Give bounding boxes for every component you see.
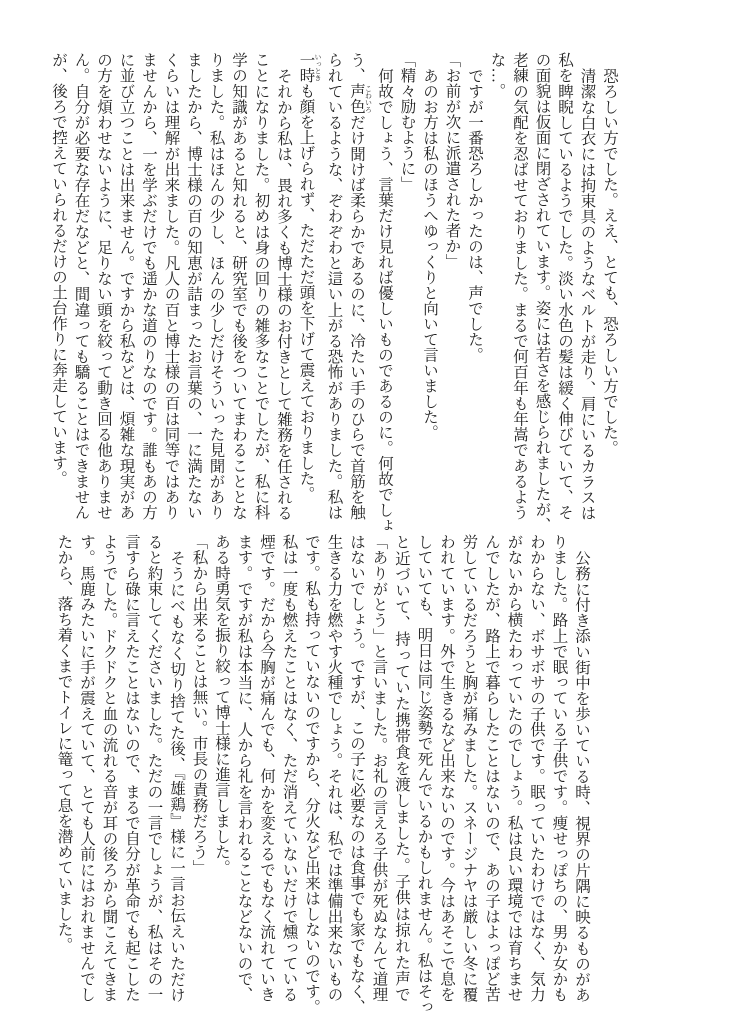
furigana-term: 声色 こわいろ bbox=[348, 83, 373, 115]
text-line: う、声色 こわいろだけ聞けば柔らかであるのに、冷たい手のひらで首筋を触 bbox=[348, 52, 373, 521]
text-line: 私を睥睨しているようでした。淡い水色の髪は緩く伸びていて、そ bbox=[556, 52, 573, 521]
text-line: と近づいて、持っていた携帯食を渡しました。子供は掠れた声で bbox=[393, 534, 410, 1002]
text-block-top bbox=[47, 52, 621, 533]
text-line: られているような、ぞわぞわと這い上がる恐怖がありました。私は bbox=[325, 52, 343, 520]
text-line: です。私も持っていないのですから、分火など出来はしないのです。 bbox=[303, 534, 320, 1015]
text-line: に並び立つことは出来ません。ですから私などは、煩雑な現実があ bbox=[117, 52, 135, 520]
text-line: の方を煩わせないように、足りない頭を絞って動き回る他ありませ bbox=[95, 52, 112, 521]
text-line: 生きる力を燃やす火種でしょう。それは、私では準備出来ないもの bbox=[325, 534, 343, 1002]
furigana-reading: こわいろ bbox=[364, 83, 373, 115]
text-line: 恐ろしい方でした。ええ、とても、恐ろしい方でした。 bbox=[601, 67, 618, 455]
text-line: ですが一番恐ろしかったのは、声でした。 bbox=[466, 67, 483, 362]
text-line: わからない、ボサボサの子供です。眠っていたわけではなく、気力 bbox=[528, 534, 545, 1002]
text-line: くらいは理解が出来ました。凡人の百と博士様の百は同等ではあり bbox=[162, 52, 180, 521]
text-line: 「私から出来ることは無い。市長の責務だろう」 bbox=[190, 534, 208, 875]
text-line: ある時勇気を振り絞って博士様に進言しました。 bbox=[213, 534, 230, 875]
text-line: 一時 いっときも顔を上げられず、ただただ頭を下げて震えておりました。 bbox=[297, 52, 322, 502]
text-line: それから私は、畏れ多くも博士様のお付きとして雑務を任される bbox=[275, 67, 292, 520]
text-line: していても、明日は同じ姿勢で死んでいるかもしれません。私はそっ bbox=[415, 534, 433, 1015]
furigana-term: 一時 いっとき bbox=[297, 52, 322, 83]
text-line: 老練の気配を忍ばせておりました。まるで何百年も年嵩であるよう bbox=[511, 52, 528, 520]
text-block-bottom bbox=[52, 534, 592, 1015]
text-line: がないから横たわっていたのでしょう。私は良い環境では育ちませ bbox=[505, 534, 523, 1003]
text-line: 「ありがとう」と言いました。お礼の言える子供が死ぬなんて道理 bbox=[370, 534, 388, 1003]
text-line: りました。路上で眠っている子供です。痩せっぽちの、男か女かも bbox=[550, 534, 568, 1002]
text-line: たから、落ち着くまでトイレに篭って息を潜めていました。 bbox=[55, 534, 73, 953]
text-line: はないでしょう。ですが、この子に必要なのは食事でも家でもなく、 bbox=[348, 534, 365, 1015]
text-line: が、後ろで控えていられるだけの土台作りに奔走しています。 bbox=[50, 52, 67, 486]
text-line: そうにべもなく切り捨てた後、『雄鶏』様に一言お伝えいただけ bbox=[168, 549, 185, 1002]
text-line: 言すら碌に言えたことはないので、まるで自分が革命でも起こした bbox=[123, 534, 140, 1002]
text-line: の面貌は仮面に閉ざされています。姿には若さを感じられましたが、 bbox=[533, 52, 551, 533]
text-line: りました。私はほんの少し、ほんの少しだけそういった見聞があり bbox=[207, 52, 225, 520]
text-line: 「お前が次に派遣された者か」 bbox=[443, 52, 461, 269]
text-line: あのお方は私のほうへゆっくりと向いて言いました。 bbox=[421, 67, 438, 440]
text-line: す。馬鹿みたいに手が震えていて、とても人前にはおれませんでし bbox=[78, 534, 95, 1002]
text-line: ると約束してくださいました。ただの一言でしょうが、私はその一 bbox=[145, 534, 163, 1003]
text-line: われています。外で生きるなど出来ないのです。今はあそこで息を bbox=[438, 534, 455, 1002]
text-line: ようでした。ドクドクと血の流れる音が耳の後ろから聞こえてきま bbox=[100, 534, 118, 1003]
text-line: 私は一度も燃えたことはなく、ただ消えていないだけで燻っている bbox=[280, 534, 298, 1003]
text-line: な…。 bbox=[488, 52, 506, 99]
text-line: ましたから、博士様の百の知恵が詰まったお言葉の、一に満たない bbox=[185, 52, 202, 521]
text-line: ませんから、一を学ぶだけでも遥かな道のりなのです。誰もあの方 bbox=[140, 52, 157, 521]
text-line: ます。ですが私は本当に、人から礼を言われることなどないので、 bbox=[235, 534, 253, 1003]
text-line: 煙です。だから今胸が痛んでも、何かを変えるでもなく流れていき bbox=[258, 534, 275, 1002]
text-line: 何故でしょう、言葉だけ見れば優しいものであるのに。何故でしょ bbox=[376, 67, 393, 533]
text-line: 労しているだろうと胸が痛みました。スネージナヤは厳しい冬に覆 bbox=[460, 534, 478, 1002]
text-line: ん。自分が必要な存在だなどと、間違っても驕ることはできません bbox=[72, 52, 90, 520]
text-line: んでしたが、路上で暮らしたことはないので、あの子はよっぽど苦 bbox=[483, 534, 500, 1002]
text-line: 公務に付き添い街中を歩いている時、視界の片隅に映るものがあ bbox=[573, 549, 590, 1002]
text-line: 「精々励むように」 bbox=[398, 52, 416, 192]
text-line: ことになりました。初めは身の回りの雑多なことでしたが、私に科 bbox=[252, 52, 270, 520]
text-line: 清潔な白衣には拘束具のようなベルトが走り、肩にいるカラスは bbox=[578, 67, 596, 521]
text-line: 学の知識があると知れると、研究室でも後をついてまわることとな bbox=[230, 52, 247, 520]
furigana-reading: いっとき bbox=[314, 52, 322, 83]
